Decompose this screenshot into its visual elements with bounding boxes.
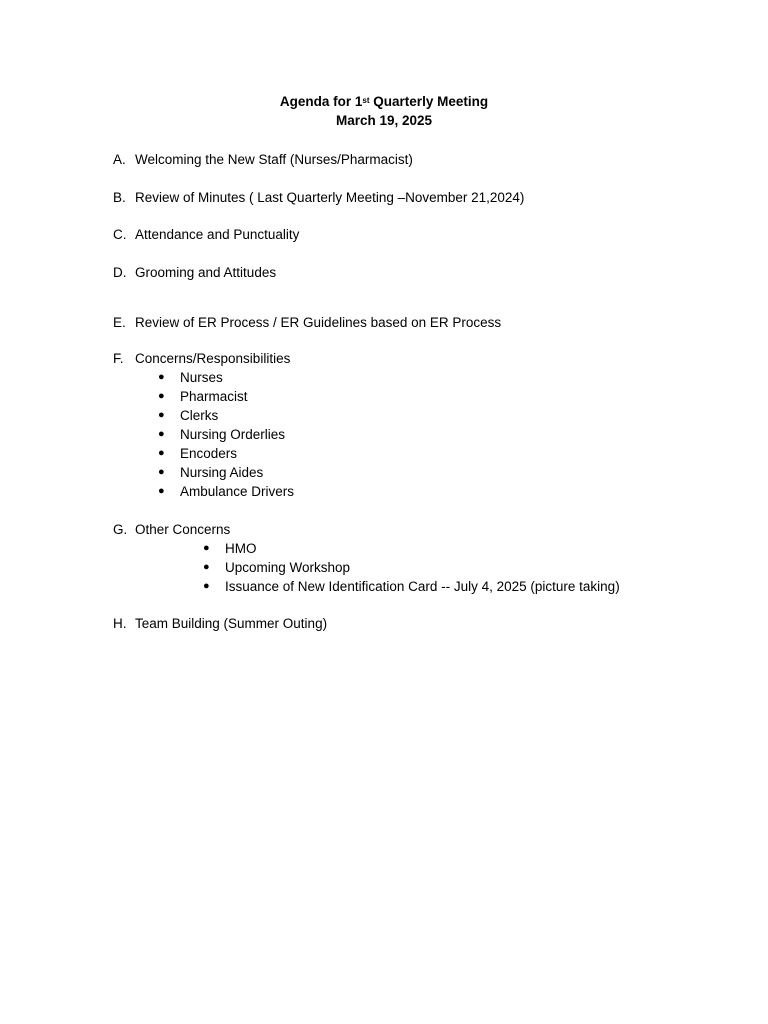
bullet-icon: ●: [158, 485, 165, 497]
title-suffix: Quarterly Meeting: [369, 94, 489, 109]
agenda-title: [0, 92, 768, 111]
item-letter: F.: [113, 351, 124, 366]
agenda-item-a: [113, 150, 413, 169]
bullet-text: Nursing Orderlies: [180, 427, 286, 442]
bullet-text: Ambulance Drivers: [180, 484, 295, 499]
item-text: Grooming and Attitudes: [135, 265, 277, 280]
agenda-header: [0, 92, 768, 130]
item-letter: A.: [113, 152, 126, 167]
agenda-item-b: [113, 188, 524, 207]
item-text: Concerns/Responsibilities: [135, 351, 291, 366]
item-text: Other Concerns: [135, 522, 231, 537]
agenda-item-g: [113, 520, 230, 539]
bullet-icon: ●: [203, 542, 210, 554]
bullet-icon: ●: [158, 466, 165, 478]
bullet-text: Nurses: [180, 370, 223, 385]
item-text: Attendance and Punctuality: [135, 227, 300, 242]
bullet-text: Nursing Aides: [180, 465, 264, 480]
bullet-icon: ●: [158, 447, 165, 459]
bullet-text: Pharmacist: [180, 389, 248, 404]
agenda-item-f: [113, 349, 290, 368]
item-letter: C.: [113, 227, 127, 242]
bullet-icon: ●: [158, 409, 165, 421]
bullet-icon: ●: [203, 580, 210, 592]
item-letter: D.: [113, 265, 127, 280]
agenda-item-d: [113, 263, 276, 282]
bullet-icon: ●: [158, 428, 165, 440]
bullet-text: Upcoming Workshop: [225, 560, 351, 575]
item-letter: E.: [113, 315, 126, 330]
bullet-text: Issuance of New Identification Card -- July 4, 2025 (picture taking): [225, 579, 620, 594]
item-text: Review of Minutes ( Last Quarterly Meeting –November 21,2024): [135, 190, 525, 205]
bullet-icon: ●: [158, 390, 165, 402]
item-letter: H.: [113, 616, 127, 631]
item-text: Review of ER Process / ER Guidelines based on ER Process: [135, 315, 502, 330]
bullet-text: Encoders: [180, 446, 238, 461]
item-text: Team Building (Summer Outing): [135, 616, 328, 631]
title-ordinal-suffix: st: [362, 96, 370, 105]
agenda-item-e: [113, 313, 501, 332]
item-text: Welcoming the New Staff (Nurses/Pharmacist): [135, 152, 413, 167]
agenda-item-c: [113, 225, 299, 244]
bullet-text: HMO: [225, 541, 257, 556]
item-letter: G.: [113, 522, 128, 537]
item-letter: B.: [113, 190, 126, 205]
agenda-item-h: [113, 614, 327, 633]
meeting-date: March 19, 2025: [335, 113, 433, 128]
bullet-text: Clerks: [180, 408, 219, 423]
bullet-icon: ●: [158, 371, 165, 383]
bullet-icon: ●: [203, 561, 210, 573]
title-prefix: Agenda for 1: [279, 94, 363, 109]
